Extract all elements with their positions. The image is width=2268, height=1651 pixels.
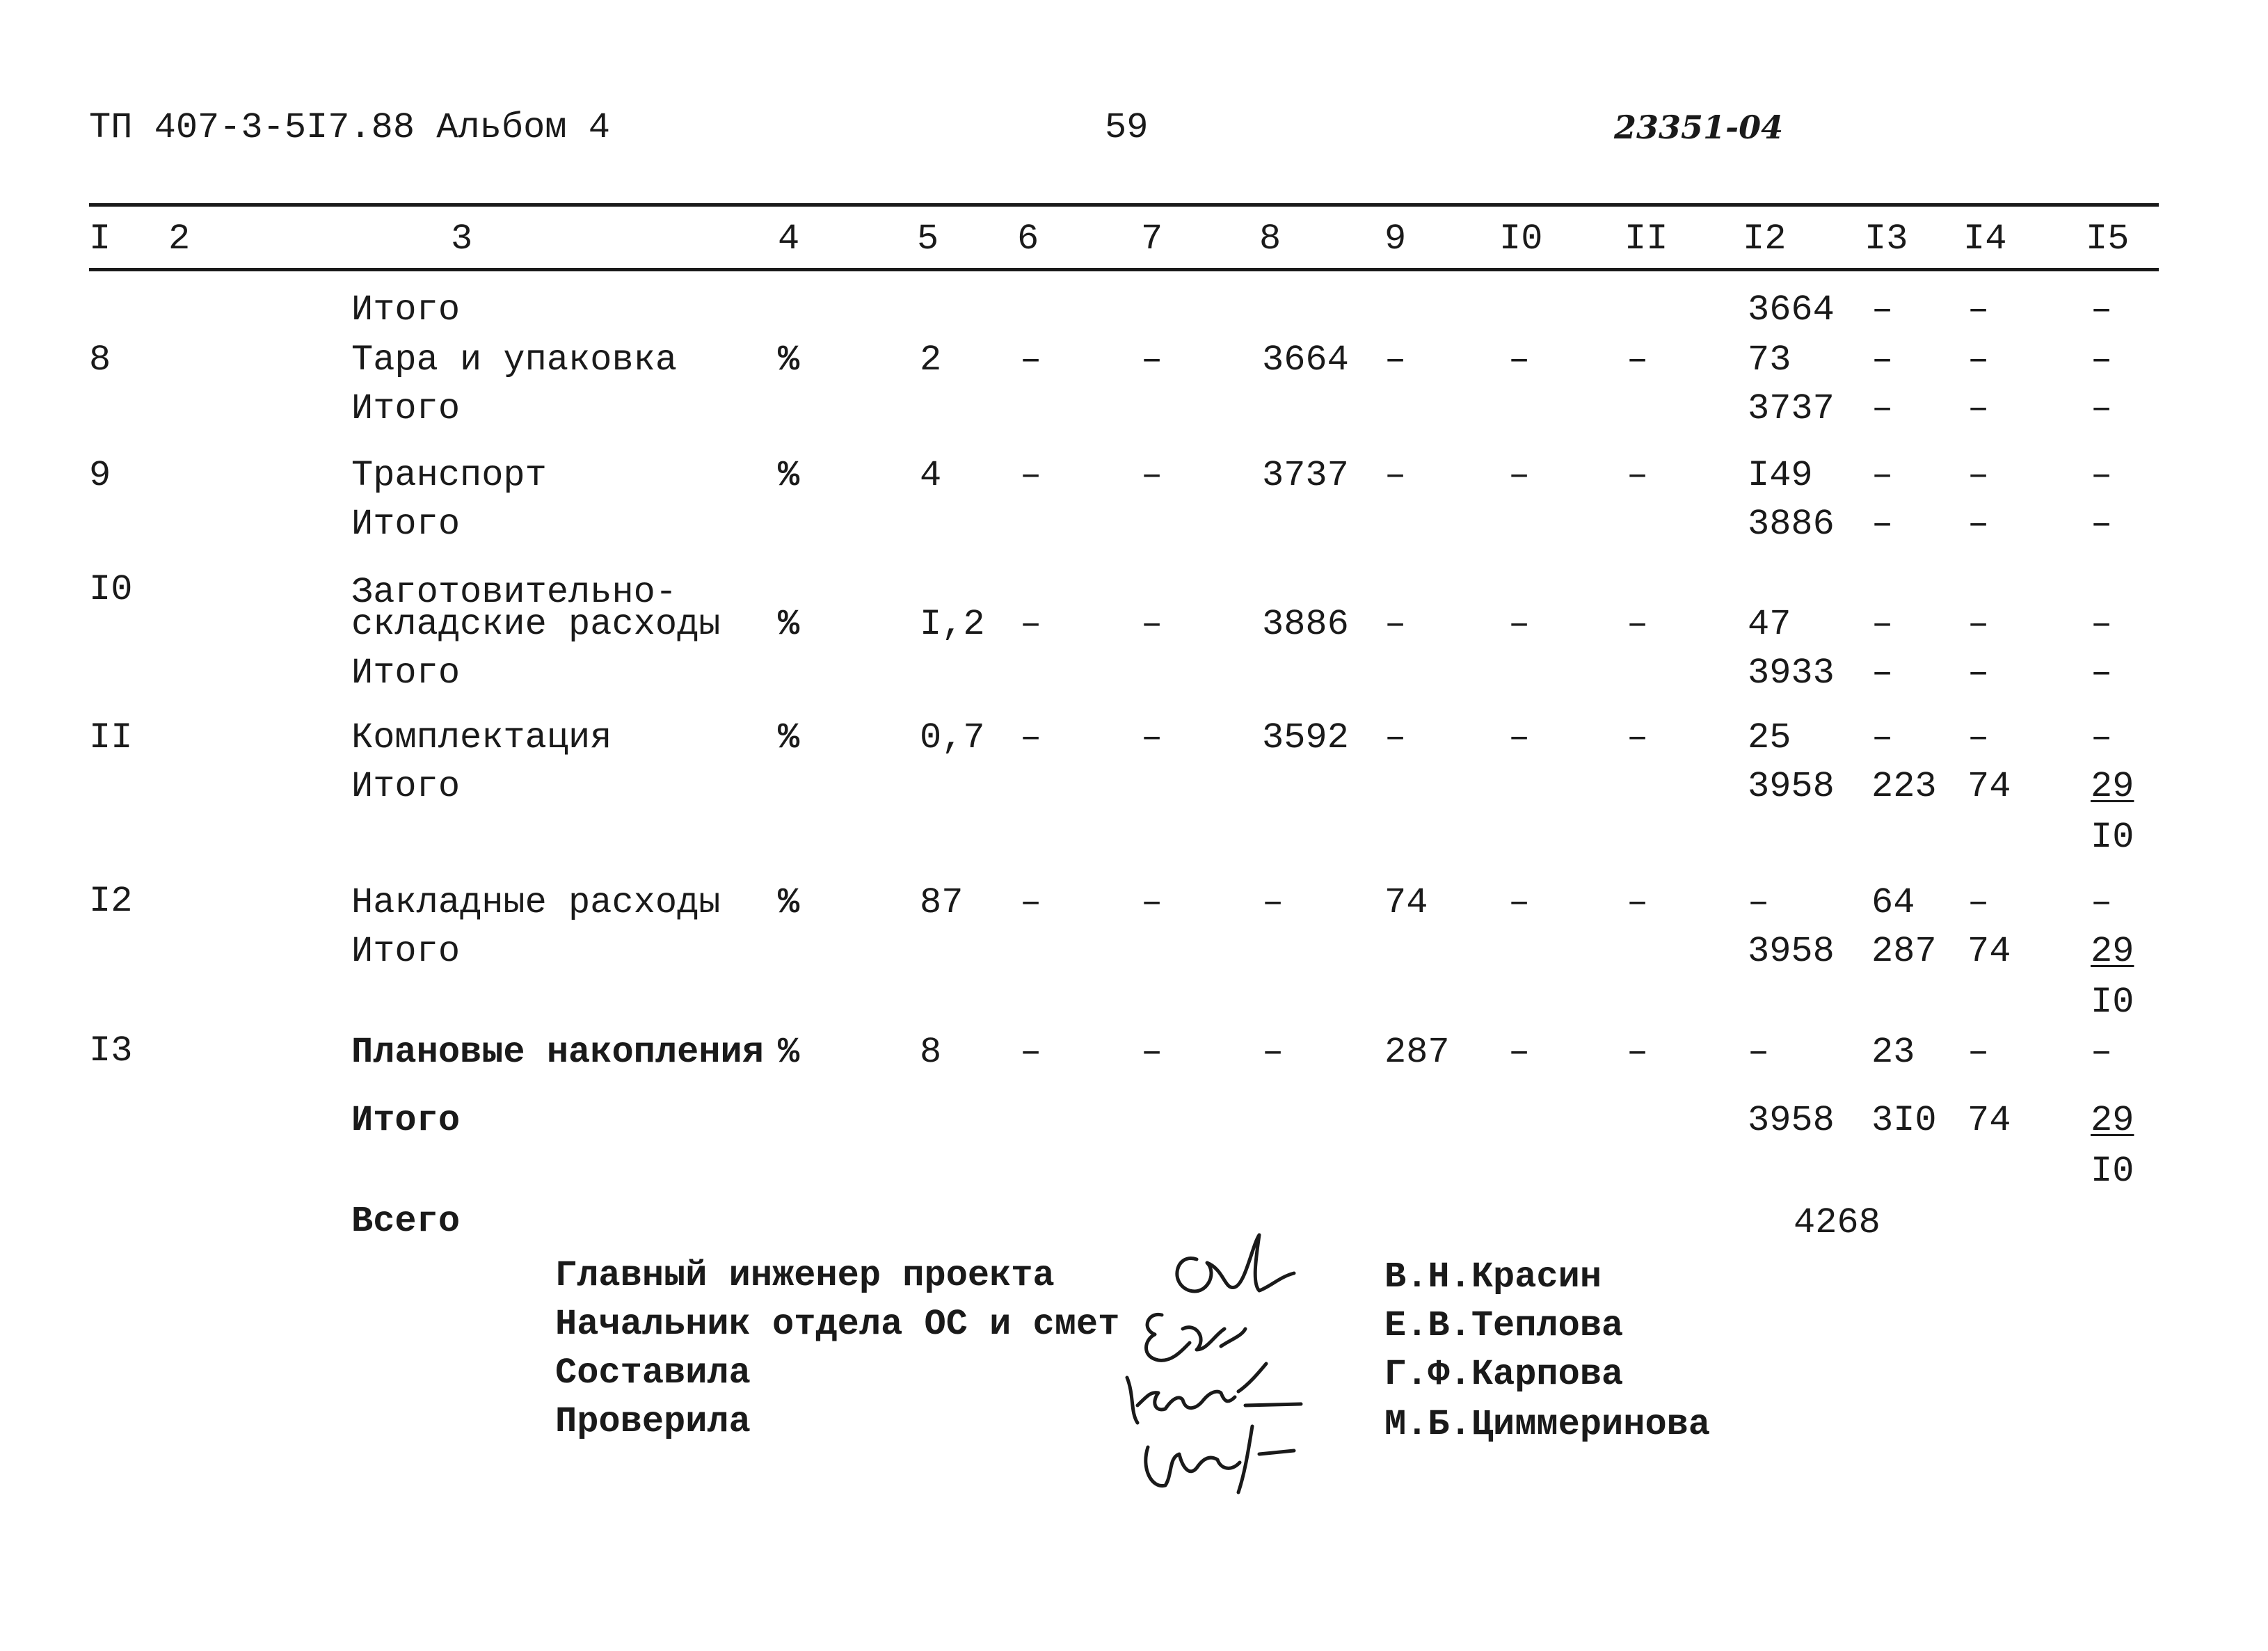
cell-c12: 3886 (1748, 504, 1835, 545)
cell-c14: – (1967, 604, 1990, 645)
row-number: I2 (89, 881, 133, 922)
cell-c4: % (778, 455, 800, 496)
cell-c12: 3958 (1748, 766, 1835, 807)
row-number: I0 (89, 569, 133, 610)
cell-c9: – (1384, 455, 1407, 496)
cell-c4: % (778, 882, 800, 923)
cell-c4: % (778, 340, 800, 381)
cell-c13: – (1871, 653, 1894, 694)
row-label: Итого (351, 289, 461, 330)
cell-c8: 3737 (1262, 455, 1349, 496)
cell-c7: – (1141, 882, 1163, 923)
cell-c12: 73 (1748, 340, 1791, 381)
cell-c13: – (1871, 289, 1894, 330)
cell-c15: – (2091, 604, 2113, 645)
table-header-rule (89, 268, 2159, 271)
row-label: Транспорт (351, 455, 547, 496)
cell-c15-numerator: 29 (2091, 766, 2134, 807)
cell-c14: – (1967, 504, 1990, 545)
cell-c13: 23 (1871, 1032, 1915, 1073)
row-label: Плановые накопления (351, 1032, 764, 1073)
cell-c10: – (1508, 717, 1531, 758)
cell-c14: – (1967, 1032, 1990, 1073)
cell-c10: – (1508, 1032, 1531, 1073)
column-header: 7 (1141, 218, 1163, 260)
signatory-title: Составила (555, 1353, 751, 1394)
cell-c6: – (1020, 882, 1042, 923)
cell-c15: – (2091, 653, 2113, 694)
signatory-name: Е.В.Теплова (1384, 1305, 1624, 1346)
cell-c8: – (1262, 1032, 1284, 1073)
cell-c6: – (1020, 717, 1042, 758)
cell-c12: 3664 (1748, 289, 1835, 330)
column-header: I3 (1864, 218, 1908, 260)
cell-c13: 287 (1871, 931, 1937, 972)
row-label: Накладные расходы (351, 882, 721, 923)
column-header: II (1624, 218, 1668, 260)
cell-c7: – (1141, 1032, 1163, 1073)
cell-c14: – (1967, 340, 1990, 381)
cell-c14: – (1967, 455, 1990, 496)
column-header: I5 (2086, 218, 2130, 260)
cell-c14: – (1967, 717, 1990, 758)
column-header: 5 (917, 218, 939, 260)
cell-c9: – (1384, 604, 1407, 645)
cell-c12: – (1748, 1032, 1770, 1073)
cell-c6: – (1020, 455, 1042, 496)
cell-c13: 3I0 (1871, 1100, 1937, 1141)
cell-c15: – (2091, 882, 2113, 923)
cell-c14: 74 (1967, 1100, 2011, 1141)
row-label: Итого (351, 504, 461, 545)
cell-c15-denominator: I0 (2091, 1151, 2134, 1192)
cell-c12: 47 (1748, 604, 1791, 645)
cell-c13: – (1871, 717, 1894, 758)
column-header: 2 (168, 218, 191, 260)
signatory-title: Начальник отдела ОС и смет (555, 1304, 1120, 1345)
signatory-name: Г.Ф.Карпова (1384, 1354, 1624, 1395)
row-label: Итого (351, 931, 461, 972)
row-label: Итого (351, 388, 461, 429)
cell-c9: 74 (1384, 882, 1428, 923)
row-number: 8 (89, 340, 111, 381)
cell-c7: – (1141, 717, 1163, 758)
cell-c15: – (2091, 1032, 2113, 1073)
cell-c13: 223 (1871, 766, 1937, 807)
cell-c15: – (2091, 717, 2113, 758)
row-label: Тара и упаковка (351, 340, 678, 381)
cell-c11: – (1627, 604, 1649, 645)
page-number: 59 (1105, 107, 1149, 148)
cell-c12: 3737 (1748, 388, 1835, 429)
cell-c13: 64 (1871, 882, 1915, 923)
cell-c11: – (1627, 455, 1649, 496)
cell-c6: – (1020, 604, 1042, 645)
cell-c15: – (2091, 504, 2113, 545)
row-label: Итого (351, 653, 461, 694)
cell-c8: – (1262, 882, 1284, 923)
cell-c13: – (1871, 504, 1894, 545)
cell-c4: % (778, 1032, 800, 1073)
signatory-title: Главный инженер проекта (555, 1255, 1055, 1296)
column-header: I2 (1743, 218, 1787, 260)
cell-c10: – (1508, 604, 1531, 645)
cell-c9: 287 (1384, 1032, 1450, 1073)
row-label: Комплектация (351, 717, 612, 758)
cell-c5: 4 (920, 455, 942, 496)
cell-c10: – (1508, 882, 1531, 923)
handwritten-code: 23351-04 (1614, 109, 1784, 146)
cell-c15-denominator: I0 (2091, 982, 2134, 1023)
row-number: I3 (89, 1030, 133, 1071)
column-header: I0 (1499, 218, 1543, 260)
cell-c12: – (1748, 882, 1770, 923)
cell-c8: 3886 (1262, 604, 1349, 645)
cell-c11: – (1627, 340, 1649, 381)
cell-c15: – (2091, 289, 2113, 330)
cell-c15-denominator: I0 (2091, 817, 2134, 858)
cell-c5: 0,7 (920, 717, 985, 758)
cell-c15: – (2091, 340, 2113, 381)
cell-c5: 87 (920, 882, 964, 923)
column-header: 6 (1017, 218, 1039, 260)
row-label: складские расходы (351, 604, 721, 645)
row-label: Итого (351, 766, 461, 807)
signatory-name: В.Н.Красин (1384, 1257, 1602, 1298)
signatory-name: М.Б.Циммеринова (1384, 1404, 1711, 1445)
total-value: 4268 (1794, 1202, 1880, 1243)
cell-c14: 74 (1967, 766, 2011, 807)
cell-c8: 3664 (1262, 340, 1349, 381)
column-header: 8 (1259, 218, 1281, 260)
cell-c9: – (1384, 717, 1407, 758)
cell-c9: – (1384, 340, 1407, 381)
cell-c7: – (1141, 340, 1163, 381)
cell-c12: 3933 (1748, 653, 1835, 694)
cell-c12: 3958 (1748, 931, 1835, 972)
cell-c13: – (1871, 604, 1894, 645)
cell-c7: – (1141, 455, 1163, 496)
document-code: ТП 407-3-5I7.88 Альбом 4 (89, 107, 610, 148)
cell-c6: – (1020, 340, 1042, 381)
row-number: 9 (89, 455, 111, 496)
cell-c14: – (1967, 388, 1990, 429)
cell-c8: 3592 (1262, 717, 1349, 758)
cell-c11: – (1627, 882, 1649, 923)
column-header: 9 (1384, 218, 1407, 260)
row-number: II (89, 717, 133, 758)
row-label: Итого (351, 1100, 461, 1141)
cell-c13: – (1871, 455, 1894, 496)
column-header: 3 (451, 218, 473, 260)
cell-c13: – (1871, 388, 1894, 429)
cell-c12: 25 (1748, 717, 1791, 758)
cell-c15: – (2091, 388, 2113, 429)
cell-c14: – (1967, 289, 1990, 330)
column-header: I (89, 218, 111, 260)
cell-c5: I,2 (920, 604, 985, 645)
row-label: Заготовительно- (351, 572, 678, 613)
column-header: I4 (1963, 218, 2007, 260)
cell-c5: 8 (920, 1032, 942, 1073)
cell-c14: – (1967, 882, 1990, 923)
table-top-rule (89, 203, 2159, 207)
cell-c4: % (778, 717, 800, 758)
column-header: 4 (778, 218, 800, 260)
cell-c4: % (778, 604, 800, 645)
cell-c14: – (1967, 653, 1990, 694)
cell-c15-numerator: 29 (2091, 1100, 2134, 1141)
signatory-title: Проверила (555, 1401, 751, 1442)
cell-c10: – (1508, 455, 1531, 496)
cell-c7: – (1141, 604, 1163, 645)
cell-c5: 2 (920, 340, 942, 381)
total-label: Всего (351, 1201, 461, 1242)
cell-c12: I49 (1748, 455, 1813, 496)
cell-c15-numerator: 29 (2091, 931, 2134, 972)
signature-image (1085, 1218, 1350, 1517)
cell-c13: – (1871, 340, 1894, 381)
cell-c15: – (2091, 455, 2113, 496)
cell-c11: – (1627, 717, 1649, 758)
cell-c10: – (1508, 340, 1531, 381)
cell-c14: 74 (1967, 931, 2011, 972)
cell-c12: 3958 (1748, 1100, 1835, 1141)
cell-c11: – (1627, 1032, 1649, 1073)
cell-c6: – (1020, 1032, 1042, 1073)
